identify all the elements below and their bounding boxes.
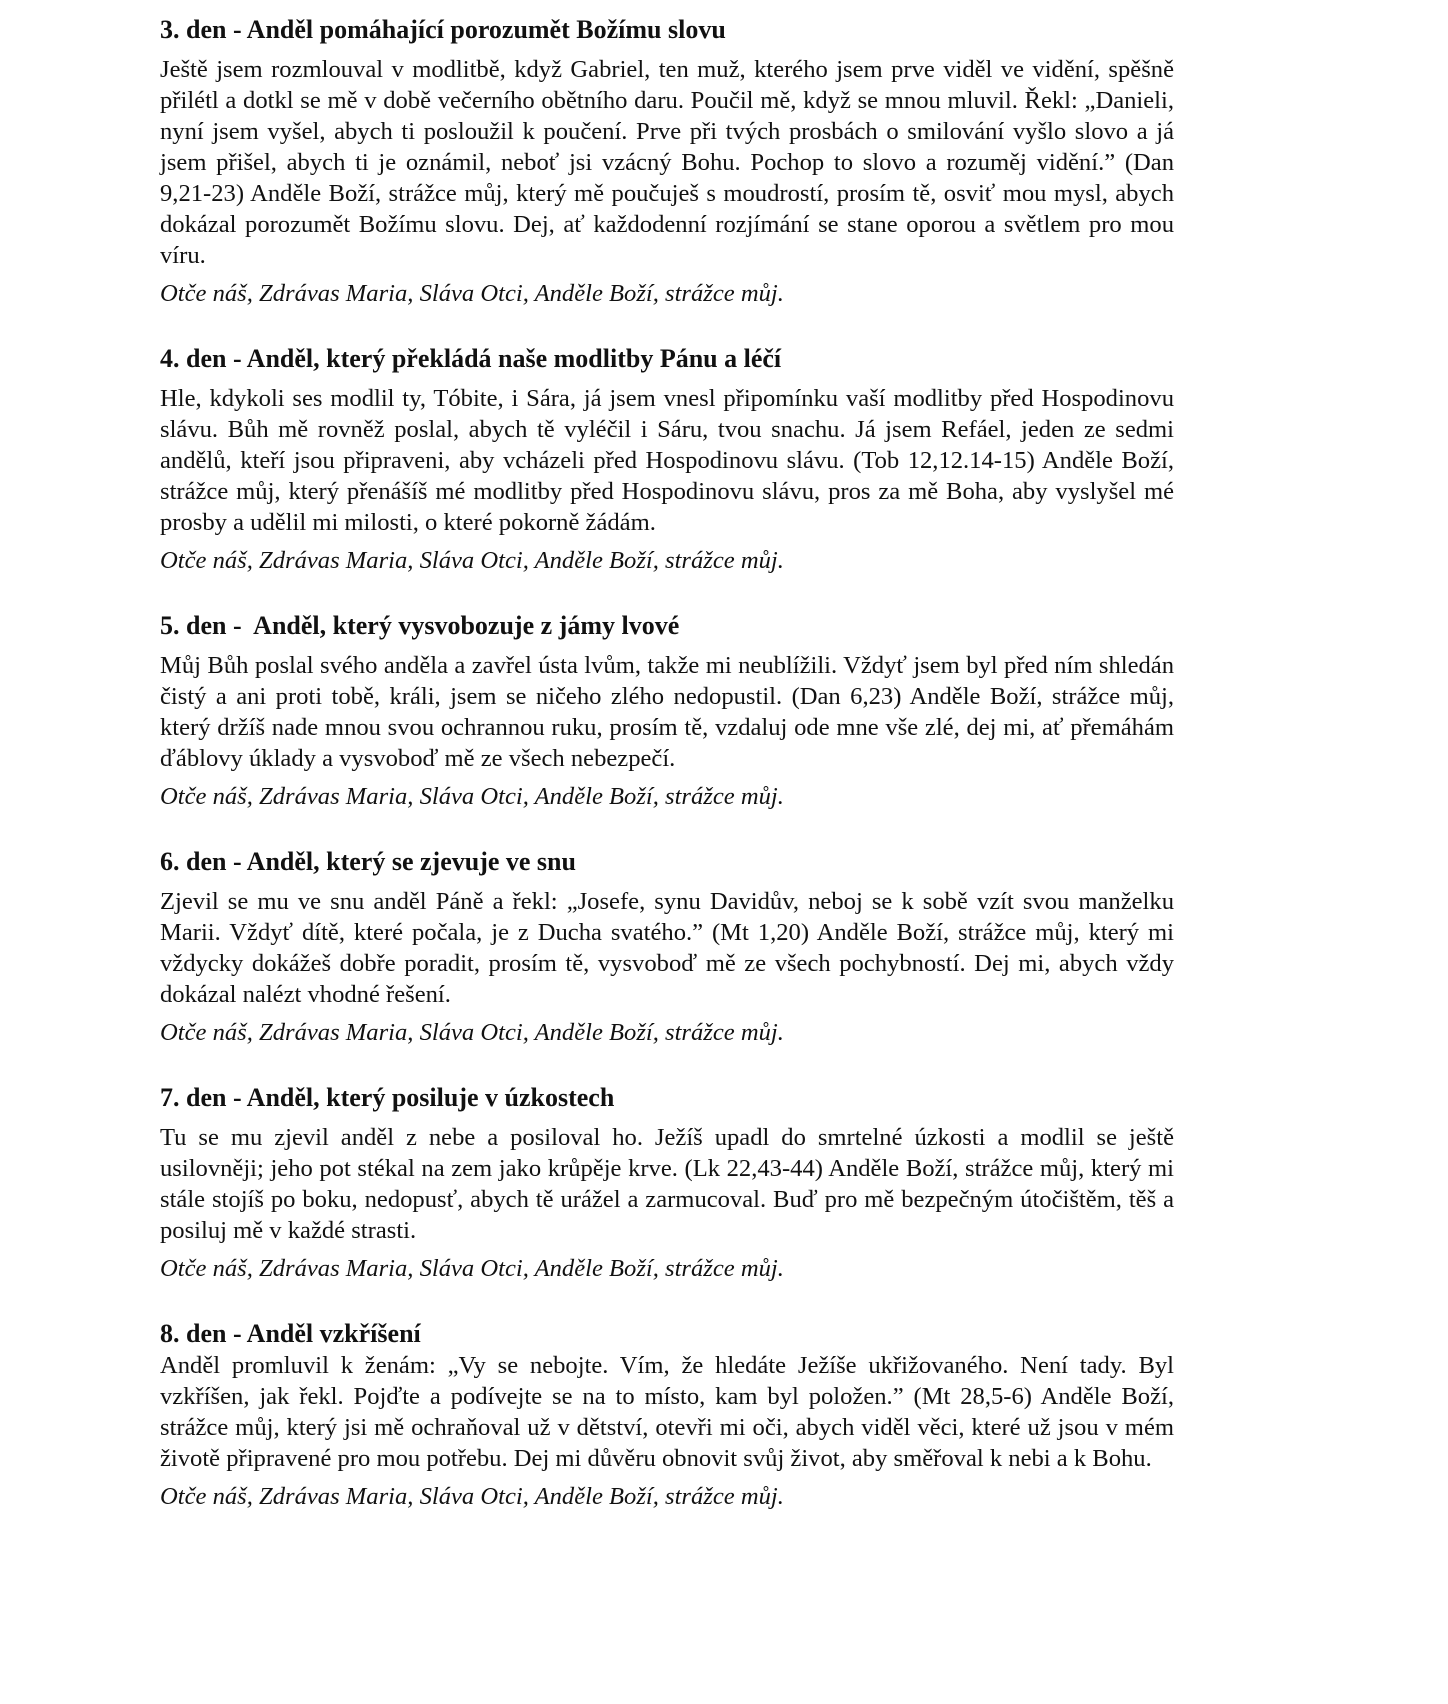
day-4-section	[160, 343, 1174, 576]
day-3-heading: 3. den - Anděl pomáhající porozumět Božímu slovu	[160, 15, 726, 44]
day-8-body: Anděl promluvil k ženám: „Vy se nebojte. Vím, že hledáte Ježíše ukřižovaného. Není tady. Byl vzkříšen, jak řekl. Pojďte a podívejte se na to místo, kam byl položen.” (Mt 28,5-6) Anděle Boží, strážce můj, který jsi mě ochraňoval už v dětství, otevři mi oči, abych viděl věci, které už jsou v mém životě připravené pro mou potřebu. Dej mi důvěru obnovit svůj život, aby směřoval k nebi a k Bohu.	[160, 1352, 1174, 1472]
day-3-body: Ještě jsem rozmlouval v modlitbě, když Gabriel, ten muž, kterého jsem prve viděl ve vidění, spěšně přilétl a dotkl se mě v době večerního obětního daru. Poučil mě, když se mnou mluvil. Řekl: „Danieli, nyní jsem vyšel, abych ti posloužil k poučení. Prve při tvých prosbách o smilování vyšlo slovo a já jsem přišel, abych ti je oznámil, neboť jsi vzácný Bohu. Pochop to slovo a rozuměj vidění.” (Dan 9,21-23) Anděle Boží, strážce můj, který mě poučuješ s moudrostí, prosím tě, osviť mou mysl, abych dokázal porozumět Božímu slovu. Dej, ať každodenní rozjímání se stane oporou a světlem pro mou víru.	[160, 56, 1174, 269]
day-7-section	[160, 1082, 1174, 1284]
day-4-heading: 4. den - Anděl, který překládá naše modlitby Pánu a léčí	[160, 344, 782, 373]
day-8-heading: 8. den - Anděl vzkříšení	[160, 1319, 421, 1348]
day-4-body: Hle, kdykoli ses modlil ty, Tóbite, i Sára, já jsem vnesl připomínku vaší modlitby před Hospodinovu slávu. Bůh mě rovněž poslal, abych tě vyléčil i Sáru, tvou snachu. Já jsem Refáel, jeden ze sedmi andělů, kteří jsou připraveni, aby vcházeli před Hospodinovu slávu. (Tob 12,12.14-15) Anděle Boží, strážce můj, který přenášíš mé modlitby před Hospodinovu slávu, pros za mě Boha, aby vyslyšel mé prosby a udělil mi milosti, o které pokorně žádám.	[160, 385, 1174, 536]
day-8-section	[160, 1318, 1174, 1512]
day-6-heading: 6. den - Anděl, který se zjevuje ve snu	[160, 847, 576, 876]
day-5-refrain: Otče náš, Zdrávas Maria, Sláva Otci, Anděle Boží, strážce můj.	[160, 783, 784, 810]
day-3-section	[160, 14, 1174, 309]
day-6-section	[160, 846, 1174, 1048]
day-5-body: Můj Bůh poslal svého anděla a zavřel ústa lvům, takže mi neublížili. Vždyť jsem byl před ním shledán čistý a ani proti tobě, králi, jsem se ničeho zlého nedopustil. (Dan 6,23) Anděle Boží, strážce můj, který držíš nade mnou svou ochrannou ruku, prosím tě, vzdaluj ode mne vše zlé, dej mi, ať přemáhám ďáblovy úklady a vysvoboď mě ze všech nebezpečí.	[160, 652, 1174, 772]
day-7-heading: 7. den - Anděl, který posiluje v úzkostech	[160, 1083, 615, 1112]
day-7-body: Tu se mu zjevil anděl z nebe a posiloval ho. Ježíš upadl do smrtelné úzkosti a modlil se ještě usilovněji; jeho pot stékal na zem jako krůpěje krve. (Lk 22,43-44) Anděle Boží, strážce můj, který mi stále stojíš po boku, nedopusť, abych tě urážel a zarmucoval. Buď pro mě bezpečným útočištěm, těš a posiluj mě v každé strasti.	[160, 1124, 1174, 1244]
day-4-refrain: Otče náš, Zdrávas Maria, Sláva Otci, Anděle Boží, strážce můj.	[160, 547, 784, 574]
day-5-heading: 5. den - Anděl, který vysvobozuje z jámy lvové	[160, 611, 680, 640]
day-8-refrain: Otče náš, Zdrávas Maria, Sláva Otci, Anděle Boží, strážce můj.	[160, 1483, 784, 1510]
day-6-refrain: Otče náš, Zdrávas Maria, Sláva Otci, Anděle Boží, strážce můj.	[160, 1019, 784, 1046]
day-6-body: Zjevil se mu ve snu anděl Páně a řekl: „Josefe, synu Davidův, neboj se k sobě vzít svou manželku Marii. Vždyť dítě, které počala, je z Ducha svatého.” (Mt 1,20) Anděle Boží, strážce můj, který mi vždycky dokážeš dobře poradit, prosím tě, vysvoboď mě ze všech pochybností. Dej mi, abych vždy dokázal nalézt vhodné řešení.	[160, 888, 1174, 1008]
document-page	[160, 14, 1174, 1512]
day-5-section	[160, 610, 1174, 812]
day-7-refrain: Otče náš, Zdrávas Maria, Sláva Otci, Anděle Boží, strážce můj.	[160, 1255, 784, 1282]
day-3-refrain: Otče náš, Zdrávas Maria, Sláva Otci, Anděle Boží, strážce můj.	[160, 280, 784, 307]
